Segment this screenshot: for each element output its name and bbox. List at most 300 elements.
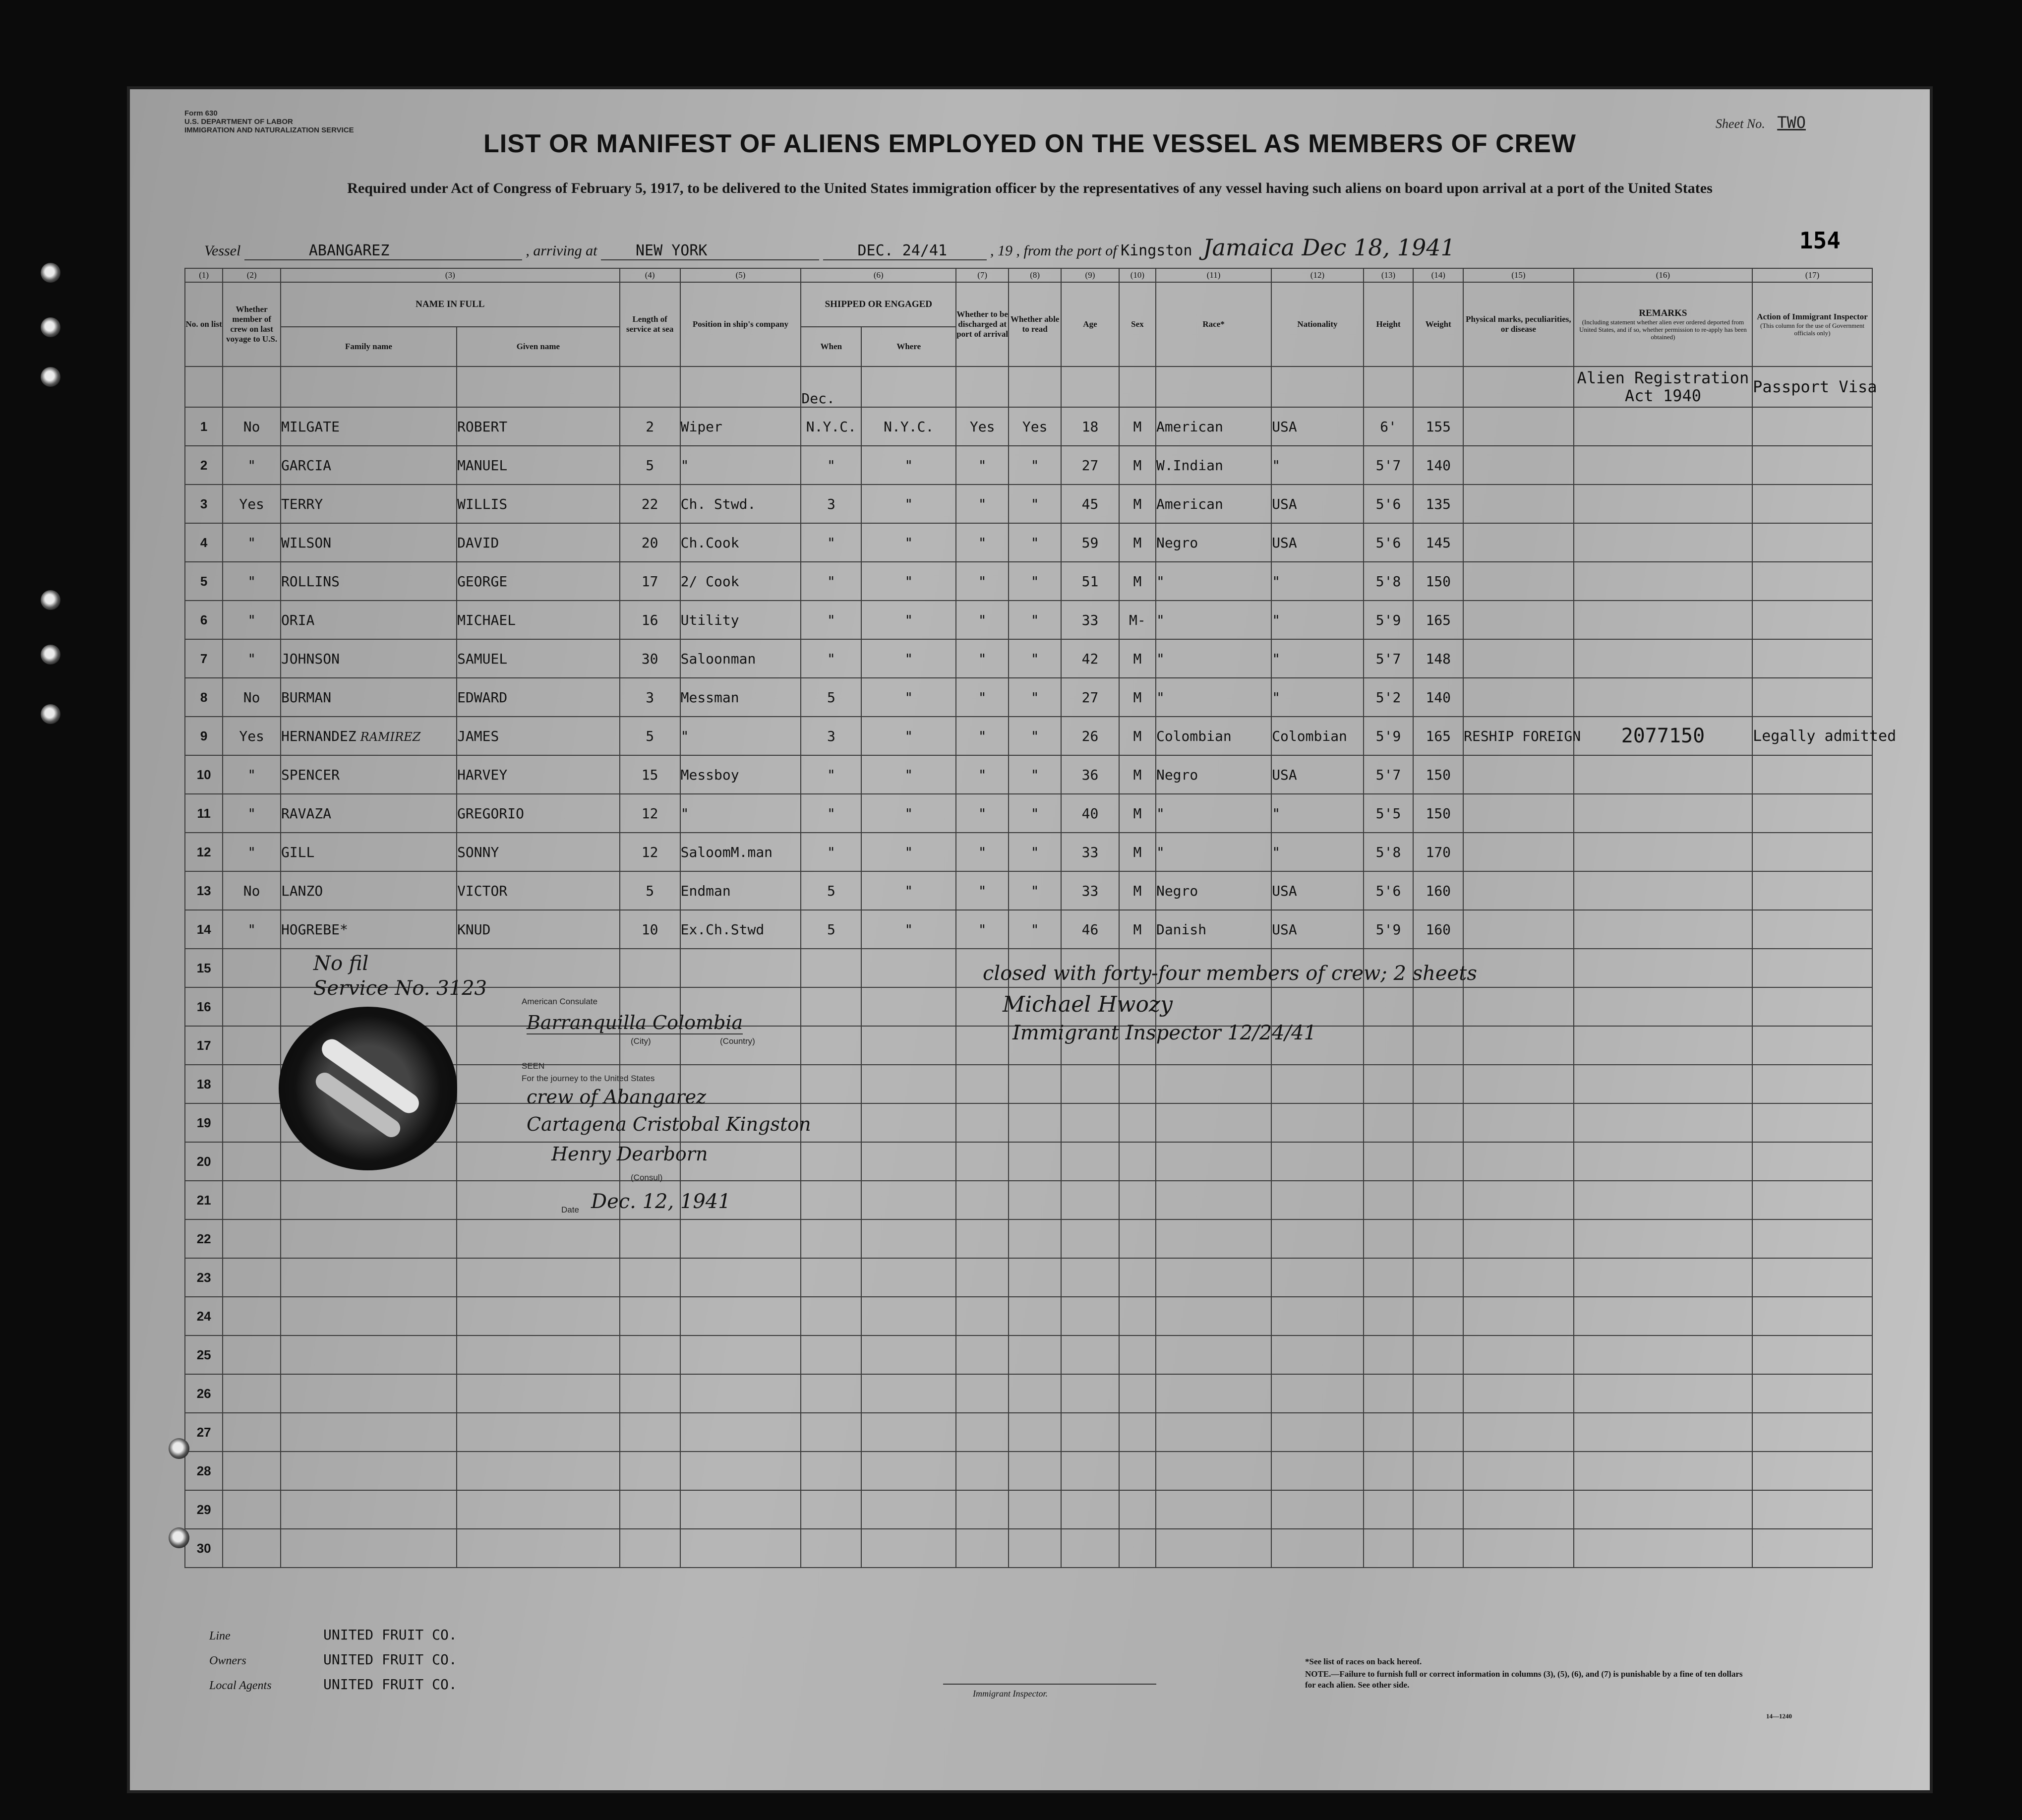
height-cell: [1364, 1452, 1414, 1490]
agents-value: UNITED FRUIT CO.: [323, 1676, 457, 1693]
able-to-read-value: ": [1030, 805, 1039, 822]
row-number-value: 27: [196, 1424, 211, 1440]
agents-field: [209, 1676, 457, 1693]
member-last-voyage-value: ": [247, 650, 256, 667]
position-cell: [680, 1258, 801, 1297]
consul-signature: Henry Dearborn: [551, 1143, 708, 1165]
age-cell: [1061, 794, 1119, 833]
no-file-note: No fil: [313, 952, 369, 975]
given-name-cell: [457, 446, 620, 485]
able-to-read-value: ": [1030, 882, 1039, 899]
discharged-cell: [956, 987, 1009, 1026]
height-value: 5'6: [1375, 495, 1401, 512]
race-cell: [1156, 871, 1271, 910]
able-to-read-cell: [1009, 1103, 1061, 1142]
column-number: (10): [1119, 268, 1156, 282]
sex-cell: [1119, 485, 1156, 523]
remarks-value: 2077150: [1621, 725, 1705, 747]
member-last-voyage-cell: [223, 1142, 281, 1181]
sex-cell: [1119, 523, 1156, 562]
able-to-read-cell: [1009, 1529, 1061, 1568]
length-of-service-cell: [620, 601, 680, 639]
given-name-value: KNUD: [457, 921, 491, 938]
discharged-value: ": [978, 611, 987, 628]
sex-cell: [1119, 1335, 1156, 1374]
able-to-read-cell: [1009, 523, 1061, 562]
row-number-cell: [185, 1335, 223, 1374]
given-name-cell: [457, 1297, 620, 1335]
able-to-read-cell: [1009, 562, 1061, 601]
given-name-cell: [457, 1374, 620, 1413]
column-number: (15): [1463, 268, 1574, 282]
remarks-cell: [1574, 562, 1752, 601]
race-cell: [1156, 1490, 1271, 1529]
family-name-value: ROLLINS: [281, 573, 340, 590]
height-cell: [1364, 485, 1414, 523]
row-number-cell: [185, 910, 223, 949]
remarks-cell: [1574, 794, 1752, 833]
position-cell: [680, 678, 801, 717]
table-row: [185, 1452, 1872, 1490]
sex-cell: [1119, 1490, 1156, 1529]
discharged-value: ": [978, 534, 987, 551]
row-number-cell: [185, 987, 223, 1026]
discharged-value: ": [978, 728, 987, 744]
action-cell: [1752, 678, 1872, 717]
able-to-read-cell: [1009, 1335, 1061, 1374]
race-cell: [1156, 446, 1271, 485]
remarks-cell: [1574, 1374, 1752, 1413]
age-cell: [1061, 717, 1119, 755]
height-cell: [1364, 1529, 1414, 1568]
age-value: 45: [1081, 495, 1099, 512]
age-value: 46: [1081, 921, 1099, 938]
length-of-service-cell: [620, 1490, 680, 1529]
family-name-cell: [281, 562, 457, 601]
header-row-top: [185, 282, 1872, 327]
able-to-read-cell: [1009, 1452, 1061, 1490]
able-to-read-cell: [1009, 755, 1061, 794]
age-cell: [1061, 833, 1119, 871]
physical-marks-cell: [1463, 1529, 1574, 1568]
weight-value: 160: [1426, 882, 1451, 899]
discharged-value: ": [978, 573, 987, 590]
position-value: Messman: [680, 689, 739, 706]
age-value: 18: [1081, 418, 1099, 435]
journey-label: For the journey to the United States: [522, 1074, 655, 1083]
sex-value: M: [1133, 689, 1142, 706]
shipped-where-value: ": [904, 689, 913, 706]
able-to-read-value: ": [1030, 650, 1039, 667]
weight-cell: [1413, 717, 1463, 755]
row-number-value: 8: [200, 689, 208, 705]
position-cell: [680, 1413, 801, 1452]
given-name-cell: [457, 523, 620, 562]
shipped-where-cell: [861, 1335, 956, 1374]
race-cell: [1156, 639, 1271, 678]
weight-value: 160: [1426, 921, 1451, 938]
age-cell: [1061, 755, 1119, 794]
closed-note: closed with forty-four members of crew; 2 sheets: [983, 962, 1477, 985]
weight-cell: [1413, 1026, 1463, 1065]
form-id-line: Form 630: [184, 109, 218, 118]
row-number-value: 5: [200, 573, 208, 589]
shipped-when-value: 3: [827, 495, 835, 512]
height-cell: [1364, 446, 1414, 485]
weight-value: 140: [1426, 457, 1451, 474]
able-to-read-cell: [1009, 1490, 1061, 1529]
height-cell: [1364, 1219, 1414, 1258]
remarks-cell: [1574, 755, 1752, 794]
position-value: Ex.Ch.Stwd: [680, 921, 765, 938]
race-cell: [1156, 1297, 1271, 1335]
table-row: [185, 1219, 1872, 1258]
consular-seal: [279, 1007, 457, 1170]
able-to-read-cell: [1009, 639, 1061, 678]
sex-cell: [1119, 601, 1156, 639]
race-cell: [1156, 987, 1271, 1026]
sex-cell: [1119, 1103, 1156, 1142]
column-number: (3): [281, 268, 620, 282]
race-cell: [1156, 601, 1271, 639]
action-subtitle: (This column for the use of Government officials only): [1760, 322, 1865, 337]
action-title: Action of Immigrant Inspector: [1757, 312, 1868, 321]
shipped-when-value: N.Y.C.: [806, 418, 856, 435]
discharged-cell: [956, 1452, 1009, 1490]
action-cell: [1752, 1181, 1872, 1219]
race-value: Danish: [1156, 921, 1207, 938]
given-name-cell: [457, 871, 620, 910]
column-number: (16): [1574, 268, 1752, 282]
remarks-cell: [1574, 1452, 1752, 1490]
physical-marks-cell: [1463, 446, 1574, 485]
length-of-service-cell: [620, 1297, 680, 1335]
nationality-value: ": [1272, 611, 1281, 628]
height-value: 5'5: [1375, 805, 1401, 822]
given-name-value: MICHAEL: [457, 611, 516, 628]
weight-cell: [1413, 1490, 1463, 1529]
weight-cell: [1413, 755, 1463, 794]
vessel-line: [204, 234, 1455, 261]
able-to-read-cell: [1009, 678, 1061, 717]
weight-cell: [1413, 1297, 1463, 1335]
race-cell: [1156, 755, 1271, 794]
member-last-voyage-value: ": [247, 611, 256, 628]
discharged-value: ": [978, 689, 987, 706]
column-number: (4): [620, 268, 680, 282]
discharged-cell: [956, 1142, 1009, 1181]
table-row: [185, 639, 1872, 678]
able-to-read-value: ": [1030, 534, 1039, 551]
shipped-when-cell: [801, 1026, 861, 1065]
position-cell: [680, 717, 801, 755]
race-cell: [1156, 910, 1271, 949]
physical-marks-cell: [1463, 1297, 1574, 1335]
able-to-read-value: ": [1030, 611, 1039, 628]
shipped-when-value: ": [827, 534, 835, 551]
row-number-value: 15: [196, 960, 211, 975]
able-to-read-value: Yes: [1022, 418, 1048, 435]
row-number-cell: [185, 523, 223, 562]
sex-value: M: [1133, 805, 1142, 822]
height-cell: [1364, 910, 1414, 949]
row-number-cell: [185, 871, 223, 910]
remarks-cell: [1574, 446, 1752, 485]
given-name-cell: [457, 407, 620, 446]
height-value: 5'8: [1375, 844, 1401, 860]
discharged-cell: [956, 1529, 1009, 1568]
nationality-value: ": [1272, 805, 1281, 822]
remarks-cell: [1574, 1258, 1752, 1297]
discharged-cell: [956, 639, 1009, 678]
weight-value: 145: [1426, 534, 1451, 551]
remarks-cell: [1574, 678, 1752, 717]
family-name-cell: [281, 1219, 457, 1258]
family-name-value: ORIA: [281, 611, 315, 628]
given-name-cell: [457, 1413, 620, 1452]
shipped-when-cell: [801, 639, 861, 678]
shipped-where-value: ": [904, 844, 913, 860]
table-row: [185, 910, 1872, 949]
height-value: 5'9: [1375, 921, 1401, 938]
table-row: [185, 833, 1872, 871]
position-cell: [680, 755, 801, 794]
arrival-date: DEC. 24/41: [823, 242, 987, 260]
position-cell: [680, 639, 801, 678]
discharged-cell: [956, 910, 1009, 949]
nationality-cell: [1271, 717, 1364, 755]
action-cell: [1752, 1452, 1872, 1490]
nationality-cell: [1271, 1219, 1364, 1258]
action-cell: [1752, 1413, 1872, 1452]
shipped-where-cell: [861, 833, 956, 871]
sex-cell: [1119, 910, 1156, 949]
sex-cell: [1119, 871, 1156, 910]
action-cell: [1752, 717, 1897, 755]
height-cell: [1364, 871, 1414, 910]
shipped-where-cell: [861, 601, 956, 639]
member-last-voyage-cell: [223, 562, 281, 601]
shipped-when-cell: [801, 871, 861, 910]
age-value: 27: [1081, 457, 1099, 474]
binder-hole: [41, 645, 60, 665]
able-to-read-value: ": [1030, 766, 1039, 783]
table-row: [185, 1142, 1872, 1181]
row-number-value: 3: [200, 496, 208, 511]
able-to-read-cell: [1009, 910, 1061, 949]
table-row: [185, 794, 1872, 833]
nationality-cell: [1271, 1490, 1364, 1529]
header-nationality: Nationality: [1271, 282, 1364, 366]
family-name-cell: [281, 910, 457, 949]
discharged-cell: [956, 1219, 1009, 1258]
able-to-read-cell: [1009, 1258, 1061, 1297]
discharged-cell: [956, 601, 1009, 639]
weight-cell: [1413, 485, 1463, 523]
penalty-note: NOTE.—Failure to furnish full or correct information in columns (3), (5), (6), and (7) is punishable by a fine of ten dollars for each alien. See other side.: [1305, 1669, 1743, 1690]
able-to-read-value: ": [1030, 921, 1039, 938]
remarks-cell: [1574, 1181, 1752, 1219]
action-cell: [1752, 1258, 1872, 1297]
row-number-value: 25: [196, 1347, 211, 1362]
row-number-cell: [185, 949, 223, 987]
action-cell: [1752, 446, 1872, 485]
discharged-cell: [956, 1335, 1009, 1374]
able-to-read-cell: [1009, 1065, 1061, 1103]
row-number-value: 22: [196, 1231, 211, 1246]
nationality-value: ": [1272, 457, 1281, 474]
shipped-where-cell: [861, 755, 956, 794]
sex-value: M: [1133, 766, 1142, 783]
position-value: 2/ Cook: [680, 573, 739, 590]
page-title: LIST OR MANIFEST OF ALIENS EMPLOYED ON THE VESSEL AS MEMBERS OF CREW: [483, 129, 1576, 158]
member-last-voyage-cell: [223, 407, 281, 446]
discharged-cell: [956, 562, 1009, 601]
given-name-value: SAMUEL: [457, 650, 508, 667]
position-value: Ch.Cook: [680, 534, 739, 551]
row-number-value: 7: [200, 651, 208, 666]
given-name-cell: [457, 639, 620, 678]
consular-date: Dec. 12, 1941: [591, 1190, 731, 1213]
sheet-value: TWO: [1777, 113, 1806, 132]
weight-cell: [1413, 1374, 1463, 1413]
shipped-when-cell: [801, 1297, 861, 1335]
length-of-service-value: 30: [641, 650, 658, 667]
shipped-when-cell: [801, 949, 861, 987]
discharged-cell: [956, 717, 1009, 755]
given-name-value: GEORGE: [457, 573, 508, 590]
sex-cell: [1119, 717, 1156, 755]
able-to-read-cell: [1009, 794, 1061, 833]
header-height: Height: [1364, 282, 1414, 366]
family-name-value: MILGATE: [281, 418, 340, 435]
length-of-service-cell: [620, 1335, 680, 1374]
race-value: Negro: [1156, 882, 1198, 899]
height-cell: [1364, 639, 1414, 678]
shipped-where-cell: [861, 1490, 956, 1529]
shipped-when-cell: [801, 1065, 861, 1103]
height-cell: [1364, 523, 1414, 562]
shipped-where-cell: [861, 678, 956, 717]
row-number-value: 28: [196, 1463, 211, 1478]
race-cell: [1156, 1529, 1271, 1568]
nationality-value: USA: [1272, 766, 1297, 783]
member-last-voyage-value: No: [243, 882, 260, 899]
able-to-read-value: ": [1030, 728, 1039, 744]
position-value: Wiper: [680, 418, 722, 435]
height-cell: [1364, 407, 1414, 446]
nationality-cell: [1271, 523, 1364, 562]
shipped-where-cell: [861, 1374, 956, 1413]
height-cell: [1364, 755, 1414, 794]
length-of-service-value: 2: [646, 418, 654, 435]
height-cell: [1364, 1026, 1414, 1065]
member-last-voyage-cell: [223, 949, 281, 987]
binder-hole: [41, 317, 60, 337]
age-cell: [1061, 1065, 1119, 1103]
weight-value: 165: [1426, 728, 1451, 744]
row-number-cell: [185, 562, 223, 601]
shipped-when-value: ": [827, 573, 835, 590]
physical-marks-cell: [1463, 678, 1574, 717]
position-value: ": [680, 728, 689, 744]
discharged-cell: [956, 1374, 1009, 1413]
race-value: American: [1156, 495, 1223, 512]
action-cell: [1752, 910, 1872, 949]
race-cell: [1156, 1142, 1271, 1181]
discharged-cell: [956, 871, 1009, 910]
length-of-service-cell: [620, 407, 680, 446]
member-last-voyage-cell: [223, 1374, 281, 1413]
line-label: Line: [209, 1630, 231, 1642]
age-cell: [1061, 1103, 1119, 1142]
family-name-cell: [281, 1374, 457, 1413]
discharged-cell: [956, 446, 1009, 485]
member-last-voyage-cell: [223, 910, 281, 949]
column-number: (5): [680, 268, 801, 282]
sex-cell: [1119, 678, 1156, 717]
action-cell: [1752, 987, 1872, 1026]
line-field: [209, 1627, 457, 1643]
member-last-voyage-cell: [223, 1181, 281, 1219]
row-number-cell: [185, 1026, 223, 1065]
nationality-cell: [1271, 871, 1364, 910]
age-cell: [1061, 1374, 1119, 1413]
weight-cell: [1413, 871, 1463, 910]
given-name-cell: [457, 678, 620, 717]
able-to-read-cell: [1009, 1297, 1061, 1335]
age-value: 27: [1081, 689, 1099, 706]
member-last-voyage-cell: [223, 1413, 281, 1452]
table-row: [185, 1181, 1872, 1219]
row-number-value: 20: [196, 1153, 211, 1169]
race-cell: [1156, 717, 1271, 755]
column-number: (17): [1752, 268, 1872, 282]
member-last-voyage-value: ": [247, 573, 256, 590]
header-where: Where: [861, 327, 956, 366]
length-of-service-cell: [620, 678, 680, 717]
position-cell: [680, 1490, 801, 1529]
city-label: (City): [631, 1036, 651, 1046]
header-family-name: Family name: [281, 327, 457, 366]
weight-value: 135: [1426, 495, 1451, 512]
family-name-handwritten: RAMIREZ: [360, 729, 421, 744]
family-name-cell: [281, 639, 457, 678]
race-cell: [1156, 523, 1271, 562]
action-cell: [1752, 601, 1872, 639]
race-cell: [1156, 1258, 1271, 1297]
nationality-cell: [1271, 1065, 1364, 1103]
able-to-read-cell: [1009, 1374, 1061, 1413]
position-cell: [680, 794, 801, 833]
row-number-cell: [185, 1065, 223, 1103]
family-name-cell: [281, 1413, 457, 1452]
sex-cell: [1119, 1297, 1156, 1335]
row-number-value: 10: [196, 767, 211, 782]
header-discharged: Whether to be discharged at port of arrival: [956, 282, 1009, 366]
inspector-label: Immigrant Inspector.: [973, 1689, 1048, 1699]
shipped-when-cell: [801, 601, 861, 639]
column-number-row: [185, 268, 1872, 282]
weight-value: 148: [1426, 650, 1451, 667]
length-of-service-cell: [620, 562, 680, 601]
race-value: ": [1156, 573, 1165, 590]
nationality-value: USA: [1272, 495, 1297, 512]
remarks-cell: [1574, 1026, 1752, 1065]
shipped-where-value: ": [904, 882, 913, 899]
race-cell: [1156, 794, 1271, 833]
age-value: 26: [1081, 728, 1099, 744]
